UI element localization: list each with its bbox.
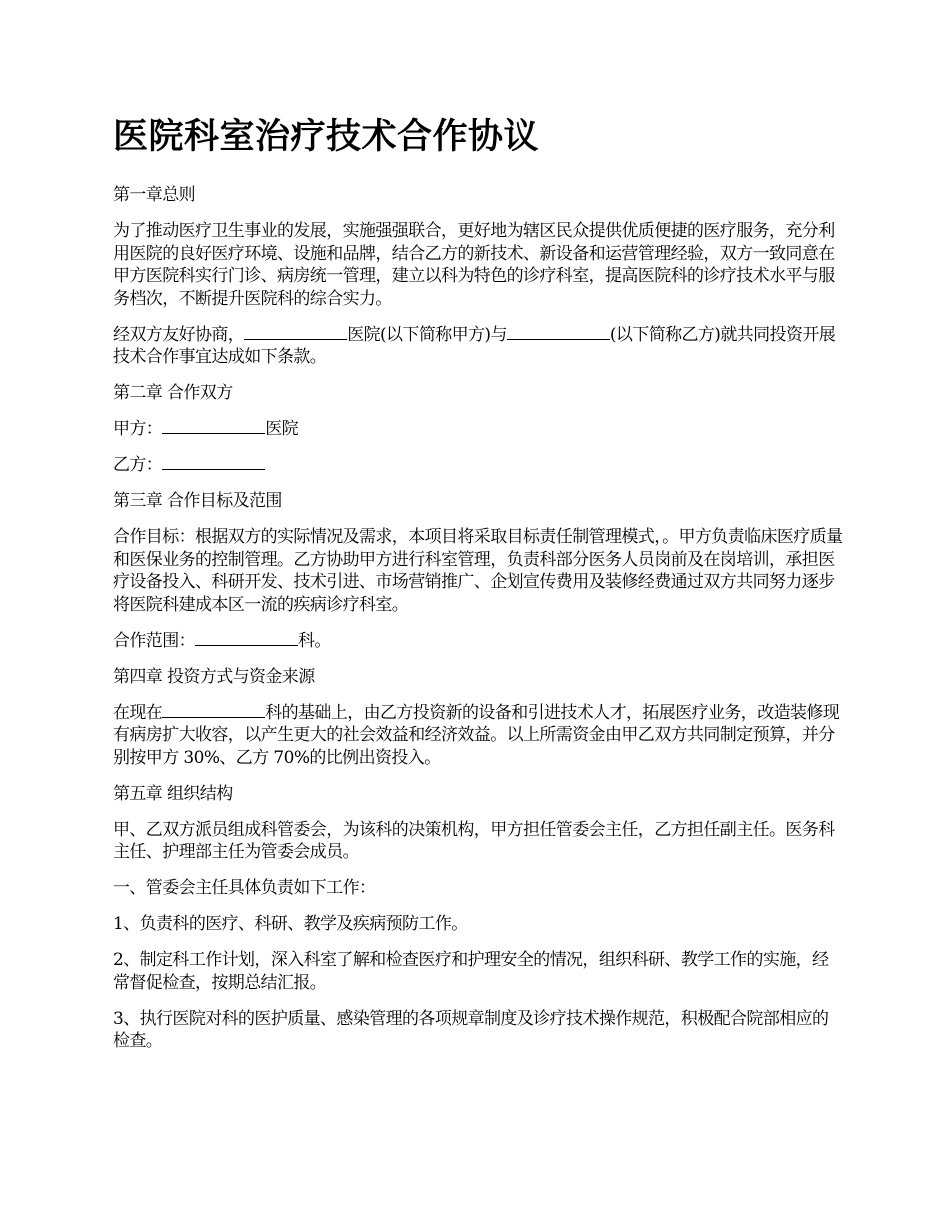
text-segment: 科的基础上，由乙方投资新的设备和引进技术人才，拓展医疗业务，改造装修现有病房扩大收容，以产生更大的社会效益和经济效益。以上所需资金由甲乙双方共同制定预算，并分别按甲方 30%、乙方 70%的比例出资投入。 xyxy=(113,702,840,768)
text-segment: (以下简称乙方)就共同投资开展技术合作事宜达成如下条款。 xyxy=(113,324,836,367)
text-segment: 在现在 xyxy=(113,702,163,723)
chapter-5-paragraph-1: 甲、乙双方派员组成科管委会，为该科的决策机构，甲方担任管委会主任，乙方担任副主任。医务科主任、护理部主任为管委会成员。 xyxy=(113,819,835,862)
fill-in-blank[interactable] xyxy=(244,324,347,340)
text-segment: 医院(以下简称甲方)与 xyxy=(347,324,507,345)
chapter-1-paragraph-2 xyxy=(113,324,843,369)
fill-in-blank[interactable] xyxy=(195,630,298,646)
list-item-1: 1、负责科的医疗、科研、教学及疾病预防工作。 xyxy=(113,914,468,934)
chapter-4-paragraph xyxy=(113,702,843,770)
party-a-suffix: 医院 xyxy=(265,419,299,439)
chapter-4-heading: 第四章 投资方式与资金来源 xyxy=(113,666,315,687)
fill-in-blank[interactable] xyxy=(507,324,610,340)
chapter-3-scope xyxy=(113,630,843,653)
party-b-label: 乙方： xyxy=(113,455,163,475)
document-title: 医院科室治疗技术合作协议 xyxy=(113,117,540,157)
chapter-5-heading: 第五章 组织结构 xyxy=(113,783,233,804)
chapter-1-heading: 第一章总则 xyxy=(113,185,195,205)
party-a-label: 甲方： xyxy=(113,419,163,439)
scope-suffix: 科。 xyxy=(298,630,331,651)
text-segment: 经双方友好协商， xyxy=(113,324,245,345)
party-b-line xyxy=(113,454,843,477)
fill-in-blank[interactable] xyxy=(162,702,265,718)
chapter-3-heading: 第三章 合作目标及范围 xyxy=(113,491,282,511)
chapter-1-paragraph-1: 为了推动医疗卫生事业的发展，实施强强联合，更好地为辖区民众提供优质便捷的医疗服务，充分利用医院的良好医疗环境、设施和品牌，结合乙方的新技术、新设备和运营管理经验，双方一致同意在甲方医院科实行门诊、病房统一管理，建立以科为特色的诊疗科室，提高医院科的诊疗技术水平与服务档次，不断提升医院科的综合实力。 xyxy=(113,221,835,309)
list-item-2: 2、制定科工作计划，深入科室了解和检查医疗和护理安全的情况，组织科研、教学工作的实施，经常督促检查，按期总结汇报。 xyxy=(113,950,829,993)
chapter-5-paragraph-2: 一、管委会主任具体负责如下工作： xyxy=(113,878,376,898)
fill-in-blank[interactable] xyxy=(162,454,265,470)
chapter-3-goal: 合作目标：根据双方的实际情况及需求，本项目将采取目标责任制管理模式，。甲方负责临床医疗质量和医保业务的控制管理。乙方协助甲方进行科室管理，负责科部分医务人员岗前及在岗培训，承担医疗设备投入、科研开发、技术引进、市场营销推广、企划宣传费用及装修经费通过双方共同努力逐步将医院科建成本区一流的疾病诊疗科室。 xyxy=(113,527,843,615)
chapter-2-heading: 第二章 合作双方 xyxy=(113,383,233,403)
document-page xyxy=(113,112,843,1066)
list-item-3: 3、执行医院对科的医护质量、感染管理的各项规章制度及诊疗技术操作规范，积极配合院部相应的检查。 xyxy=(113,1008,829,1051)
scope-label: 合作范围： xyxy=(113,630,195,651)
fill-in-blank[interactable] xyxy=(162,418,265,434)
party-a-line xyxy=(113,418,843,441)
